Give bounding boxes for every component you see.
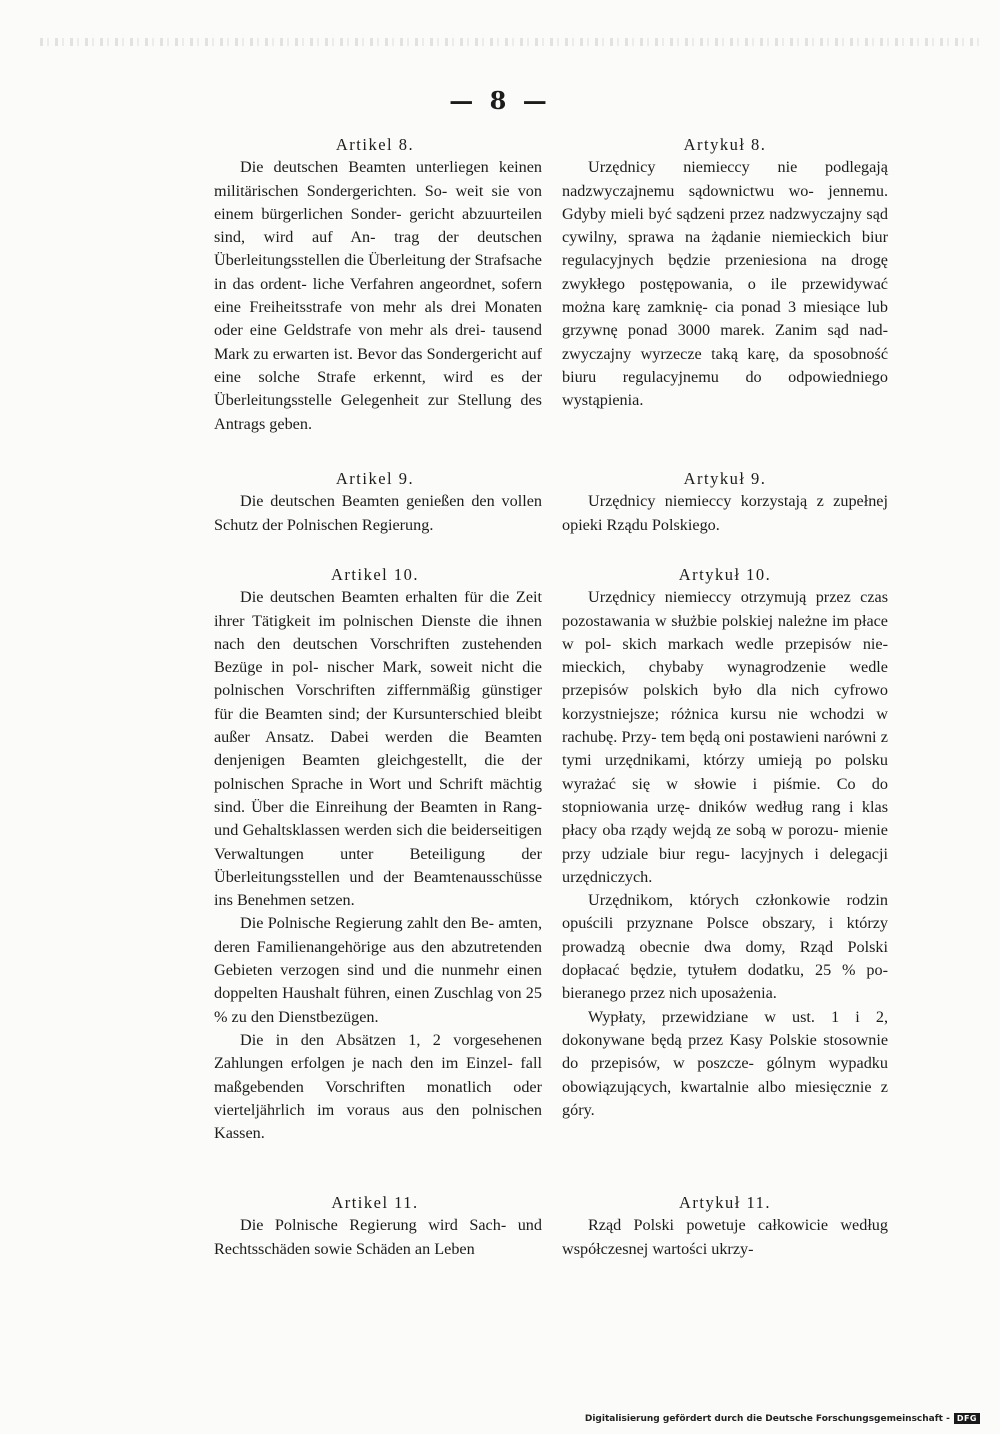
polish-article-10	[562, 563, 888, 1122]
polish-article-9	[562, 467, 888, 537]
scan-noise-strip	[40, 38, 980, 46]
article-text: Die deutschen Beamten unterliegen keinen militärischen Sondergerichten. So- weit sie von einem bürgerlichen Sonder- gericht abzuurteilen sind, wird auf An- trag der deutschen Überleitungsstellen die Überleitung der Strafsache in das ordent- liche Verfahren angeordnet, sofern eine Freiheitsstrafe von mehr als drei Monaten oder eine Geldstrafe von mehr als drei- tausend Mark zu erwarten ist. Bevor das Sondergericht auf eine solche Strafe erkennt, wird es der Überleitungsstelle Gelegenheit zur Stellung des Antrags geben.	[214, 158, 542, 433]
german-article-11	[214, 1191, 542, 1261]
article-heading: Artikel 8.	[335, 135, 415, 154]
article-text: Urzędnicy niemieccy korzystają z zupełnej opieki Rządu Polskiego.	[562, 492, 888, 534]
article-paragraph-1: Die deutschen Beamten erhalten für die Zeit ihrer Tätigkeit im polnischen Dienste die ihnen nach den deutschen Vorschriften zustehenden Bezüge in pol- nischer Mark, soweit nicht die polnischen Vorschriften ziffernmäßig günstiger für die Beamten sind; der Kursunterschied bleibt außer Ansatz. Dabei werden die Beamten denjenigen Beamten gleichgestellt, die der polnischen Sprache in Wort und Schrift mächtig sind. Über die Einreihung der Beamten in Rang- und Gehaltsklassen werden sich die beiderseitigen Verwaltungen unter Beteiligung der Überleitungsstellen und der Beamtenausschüsse ins Benehmen setzen.	[214, 588, 542, 910]
article-heading: Artikel 9.	[335, 469, 415, 488]
polish-article-11	[562, 1191, 888, 1261]
article-paragraph-2: Die Polnische Regierung zahlt den Be- amten, deren Familienangehörige aus den abzutretenden Gebieten verzogen sind und die nunmehr einen doppelten Haushalt führen, einen Zuschlag von 25 % zu den Dienstbezügen.	[214, 914, 542, 1026]
german-article-8	[214, 133, 542, 436]
article-text: Die deutschen Beamten genießen den vollen Schutz der Polnischen Regierung.	[214, 492, 542, 534]
credit-text: Digitalisierung gefördert durch die Deutsche Forschungsgemeinschaft -	[584, 1413, 950, 1424]
article-paragraph-3: Die in den Absätzen 1, 2 vorgesehenen Zahlungen erfolgen je nach den im Einzel- fall maßgebenden Vorschriften monatlich oder vierteljährlich im voraus aus den polnischen Kassen.	[214, 1030, 542, 1143]
polish-article-8	[562, 133, 888, 413]
article-text: Rząd Polski powetuje całkowicie według współczesnej wartości ukrzy-	[562, 1216, 888, 1258]
article-paragraph-1: Urzędnicy niemieccy otrzymują przez czas pozostawania w służbie polskiej należne im płace w pol- skich markach wedle przepisów nie- mieckich, chybaby wynagrodzenie wedle przepisów polskich było dla nich cyfrowo korzystniejsze; różnica kursu nie wchodzi w rachubę. Przy- tem będą oni postawieni narówni z tymi urzędnikami, którzy umieją po polsku wyrażać się w słowie i piśmie. Co do stopniowania urzę- dników według rang i klas płacy oba rządy wejdą ze sobą w porozu- mienie przy udziale biur regu- lacyjnych i delegacji urzędniczych.	[562, 588, 888, 886]
article-heading: Artykuł 8.	[683, 135, 767, 154]
digitization-credit	[585, 1413, 980, 1424]
article-paragraph-3: Wypłaty, przewidziane w ust. 1 i 2, dokonywane będą przez Kasy Polskie stosownie do przepisów, w poszcze- gólnym wypadku obowiązujących, kwartalnie albo miesięcznie z góry.	[562, 1007, 888, 1119]
article-heading: Artykuł 11.	[679, 1193, 771, 1212]
article-heading: Artikel 10.	[331, 565, 419, 584]
article-paragraph-2: Urzędnikom, których członkowie rodzin opuścili przyznane Polsce obszary, i którzy prowadzą obecnie dwa domy, Rząd Polski dopłacać będzie, tytułem dodatku, 25 % po- bieranego przez nich uposażenia.	[562, 891, 888, 1003]
article-heading: Artikel 11.	[331, 1193, 419, 1212]
article-text: Die Polnische Regierung wird Sach- und Rechtsschäden sowie Schäden an Leben	[214, 1216, 542, 1258]
page-number: — 8 —	[449, 86, 551, 115]
dfg-logo: DFG	[954, 1413, 980, 1424]
article-heading: Artykuł 9.	[683, 469, 767, 488]
article-text: Urzędnicy niemieccy nie podlegają nadzwyczajnemu sądownictwu wo- jennemu. Gdyby mieli być sądzeni przez nadzwyczajny sąd cywilny, sprawa na żądanie niemieckich biur regulacyjnych będzie przeniesiona na drogę zwykłego postępowania, o ile przewidywać można karę zamknię- cia ponad 3 miesiące lub grzywnę ponad 3000 marek. Zanim sąd nad- zwyczajny wyrzecze taką karę, da sposobność biuru regulacyjnemu do odpowiedniego wystąpienia.	[562, 158, 888, 410]
article-heading: Artykuł 10.	[678, 565, 772, 584]
german-article-9	[214, 467, 542, 537]
german-article-10	[214, 563, 542, 1145]
